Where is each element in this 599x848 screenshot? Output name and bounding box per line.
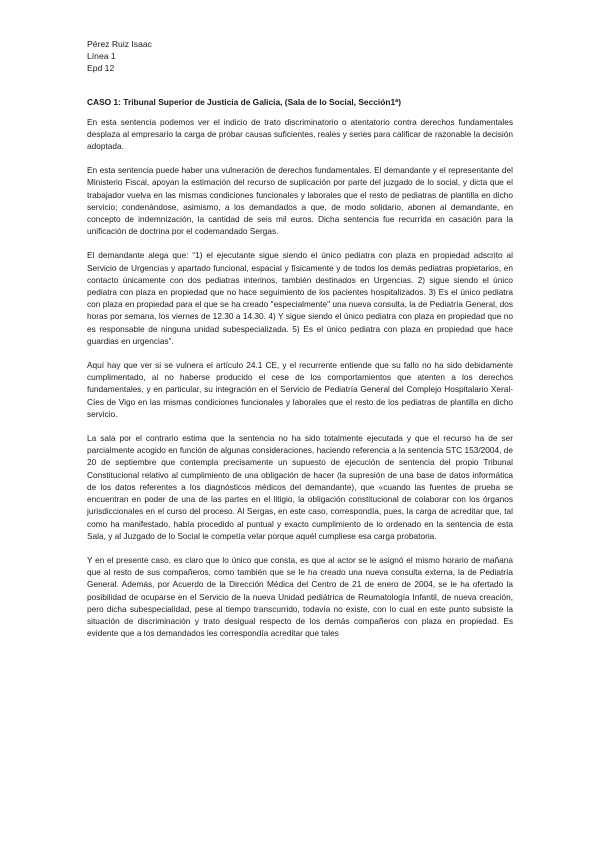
paragraph-2: En esta sentencia puede haber una vulneración de derechos fundamentales. El demandante y el representante del Ministerio Fiscal, apoyan la estimación del recurso de suplicación por parte del juzgado de lo social, y dicta que el trabajador vuelva en las mismas condiciones funcionales y laborales que el resto de pediatras de plantilla en dicho servicio; condenándose, asimismo, a los demandados a que, de modo solidario, abonen al demandante, en concepto de indemnización, la cantidad de seis mil euros. Dicha sentencia fue recurrida en casación para la unificación de doctrina por el codemandado Sergas. — [87, 165, 513, 237]
author-name: Pérez Ruiz Isaac — [87, 39, 152, 49]
document-page — [87, 38, 513, 639]
case-title: CASO 1: Tribunal Superior de Justicia de Galicia, (Sala de lo Social, Sección1ª) — [87, 96, 402, 107]
paragraph-1: En esta sentencia podemos ver el indicio de trato discriminatorio o atentatorio contra derechos fundamentales desplaza al empresario la carga de probar causas suficientes, reales y series para calificar de razonable la decisión adoptada. — [87, 116, 513, 152]
epd-label: Epd 12 — [87, 63, 115, 74]
line-label: Línea 1 — [87, 51, 116, 62]
paragraph-4: Aquí hay que ver si se vulnera el artículo 24.1 CE, y el recurrente entiende que su fallo no ha sido debidamente cumplimentado, al no haberse producido el cese de los comportamientos que atenten a los derechos fundamentales, y en particular, su integración en el Servicio de Pediatría General del Complejo Hospitalario Xeral-Cíes de Vigo en las mismas condiciones funcionales y laborales que el resto de los pediatras de plantilla en dicho servicio. — [87, 360, 513, 419]
paragraph-5: La sala por el contrario estima que la sentencia no ha sido totalmente ejecutada y que el recurso ha de ser parcialmente acogido en función de algunas consideraciones, haciendo referencia a la sentencia STC 153/2004, de 20 de septiembre que contempla precisamente un supuesto de ejecución de sentencia del propio Tribunal Constitucional relativo al cumplimiento de una obligación de hacer (la supresión de una base de datos informática de los datos referentes a los diagnósticos médicos del demandante), que «cuando las fuentes de prueba se encuentran en poder de una de las partes en el litigio, la obligación constitucional de colaborar con los órganos jurisdiccionales en el curso del proceso. Al Sergas, en este caso, correspondía, pues, la carga de acreditar que, tal como ha manifestado, había procedido al puntual y exacto cumplimiento de lo ordenado en la sentencia de esta Sala, y al Juzgado de lo Social le competía velar porque aquél cumpliese esa carga probatoria. — [87, 433, 513, 541]
paragraph-3: El demandante alega que: “1) el ejecutante sigue siendo el único pediatra con plaza en propiedad adscrito al Servicio de Urgencias y apartado funcional, espacial y físicamente y de todos los demás pediatras propietarios, en contacto únicamente con dos pediatras interinos, también destinados en Urgencias. 2) sigue siendo el único pediatra con plaza en propiedad que no hace seguimiento de los pacientes hospitalizados. 3) Es el único pediatra con plaza en propiedad para el que se ha creado "especialmente" una nueva consulta, la de Pediatría General, dos horas por semana, los viernes de 12.30 a 14.30. 4) Y sigue siendo el único pediatra con plaza en propiedad que no es responsable de ninguna unidad subespecializada. 5) Es el único pediatra con plaza en propiedad que hace guardias en urgencias”. — [87, 250, 513, 346]
paragraph-6: Y en el presente caso, es claro que lo único que consta, es que al actor se le asignó el mismo horario de mañana que al resto de sus compañeros, como también que se le ha creado una nueva consulta externa, la de Pediatría General. Además, por Acuerdo de la Dirección Médica del Centro de 21 de enero de 2004, se le ha ofertado la posibilidad de ocuparse en el Servicio de la nueva Unidad pediátrica de Reumatología Infantil, de nueva creación, pero dicha subespecialidad, pese al tiempo transcurrido, todavía no existe, con lo cual en este punto subsiste la situación de discriminación y trato desigual respecto de los demás compañeros con plaza en propiedad. Es evidente que a los demandados les correspondía acreditar que tales — [87, 554, 513, 639]
